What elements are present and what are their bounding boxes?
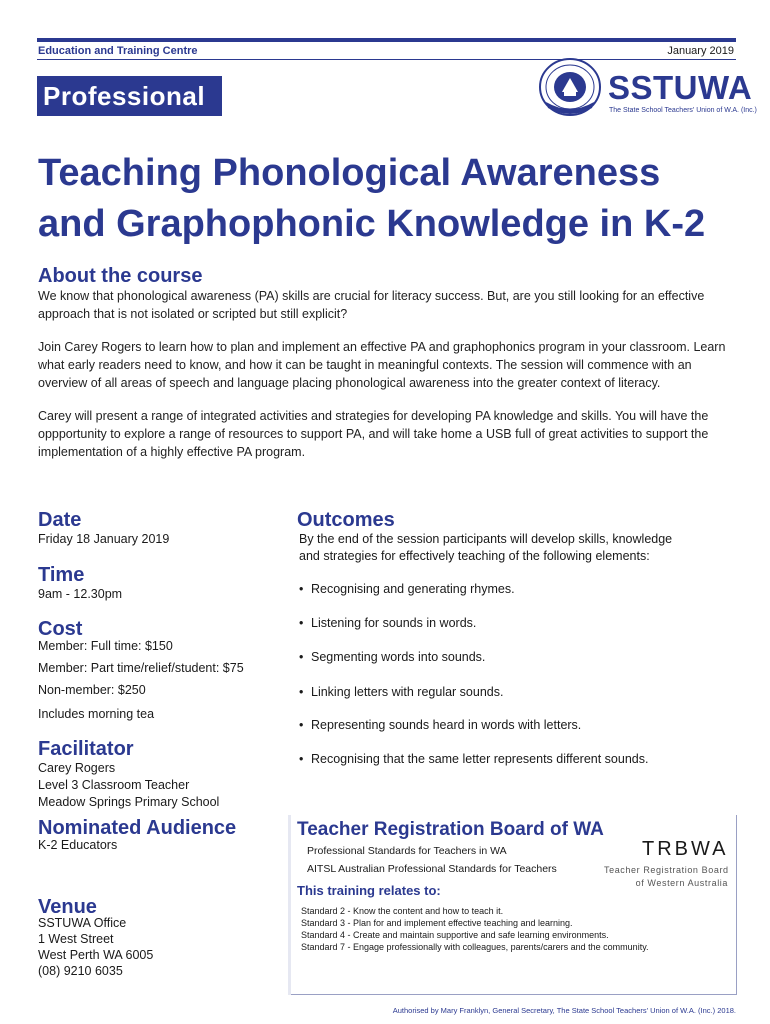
audience-value: K-2 Educators (38, 838, 118, 852)
time-heading: Time (38, 564, 85, 586)
outcome-item: • Linking letters with regular sounds. (299, 684, 503, 701)
about-body (38, 287, 728, 476)
venue-heading: Venue (38, 896, 97, 918)
trbwa-subtitle: of Western Australia (635, 878, 728, 888)
venue-line: 1 West Street (38, 932, 114, 946)
top-rule (37, 38, 736, 42)
outcome-item: • Recognising and generating rhymes. (299, 581, 515, 598)
cost-heading: Cost (38, 618, 83, 640)
about-paragraph: We know that phonological awareness (PA) skills are crucial for literacy success. But, are you still looking for an effective approach that is not isolated or scripted but still explicit? (38, 289, 705, 321)
date-heading: Date (38, 509, 82, 531)
facilitator-line: Level 3 Classroom Teacher (38, 778, 190, 792)
trb-relates-heading: This training relates to: (297, 883, 441, 898)
facilitator-heading: Facilitator (38, 738, 134, 760)
sstuwa-seal-icon (534, 56, 606, 120)
audience-heading: Nominated Audience (38, 817, 237, 839)
outcomes-heading: Outcomes (297, 509, 395, 531)
header-centre-name: Education and Training Centre (38, 45, 198, 57)
trb-standard-item: Standard 7 - Engage professionally with colleagues, parents/carers and the community. (301, 942, 649, 952)
venue-line: SSTUWA Office (38, 916, 127, 930)
outcome-item: • Listening for sounds in words. (299, 615, 476, 632)
outcome-item: • Representing sounds heard in words with letters. (299, 717, 581, 734)
outcome-item: • Recognising that the same letter represents different sounds. (299, 751, 648, 768)
cost-item: Non-member: $250 (38, 683, 146, 697)
venue-line: (08) 9210 6035 (38, 964, 123, 978)
facilitator-line: Meadow Springs Primary School (38, 795, 220, 809)
trbwa-wordmark: TRBWA (642, 838, 729, 860)
sstuwa-tagline: The State School Teachers' Union of W.A. (Inc.) (609, 107, 757, 114)
trb-standards-line: Professional Standards for Teachers in WA (307, 845, 507, 857)
cost-item: Includes morning tea (38, 707, 155, 721)
outcomes-intro: By the end of the session participants will develop skills, knowledge (299, 532, 673, 546)
time-value: 9am - 12.30pm (38, 587, 123, 601)
title-line-1: Teaching Phonological Awareness (38, 152, 661, 194)
trb-standard-item: Standard 3 - Plan for and implement effective teaching and learning. (301, 918, 573, 928)
footer-authorisation: Authorised by Mary Franklyn, General Secretary, The State School Teachers' Union of W.A. (Inc.) 2018. (392, 1006, 736, 1015)
date-value: Friday 18 January 2019 (38, 532, 170, 546)
trb-box-stripe (288, 815, 291, 995)
about-heading: About the course (38, 265, 203, 287)
outcomes-intro: and strategies for effectively teaching of the following elements: (299, 549, 650, 563)
professional-banner: Professional (37, 76, 222, 116)
trb-standard-item: Standard 2 - Know the content and how to teach it. (301, 906, 504, 916)
sstuwa-wordmark: SSTUWA (608, 69, 753, 106)
header-date: January 2019 (667, 45, 734, 57)
title-line-2: and Graphophonic Knowledge in K-2 (38, 203, 706, 245)
about-paragraph: Join Carey Rogers to learn how to plan and implement an effective PA and graphophonics program in your classroom. Learn what early readers need to know, and how it can be taught in meaningful contexts. The session will commence with an overview of all areas of speech and language placing phonological awareness into the greater context of literacy. (38, 340, 726, 390)
about-paragraph: Carey will present a range of integrated activities and strategies for developing PA knowledge and skills. You will have the oppportunity to explore a range of resources to support PA, and will take home a USB full of great activities to support the implementation of a highly effective PA program. (38, 409, 709, 459)
trbwa-subtitle: Teacher Registration Board (604, 865, 729, 875)
facilitator-line: Carey Rogers (38, 761, 116, 775)
outcome-item: • Segmenting words into sounds. (299, 649, 485, 666)
trb-heading: Teacher Registration Board of WA (297, 819, 604, 840)
venue-line: West Perth WA 6005 (38, 948, 154, 962)
trb-standards-line: AITSL Australian Professional Standards for Teachers (307, 863, 557, 875)
header-rule (37, 59, 736, 60)
page-title (38, 148, 738, 250)
trb-standard-item: Standard 4 - Create and maintain supportive and safe learning environments. (301, 930, 609, 940)
cost-item: Member: Full time: $150 (38, 639, 173, 653)
cost-item: Member: Part time/relief/student: $75 (38, 661, 244, 675)
